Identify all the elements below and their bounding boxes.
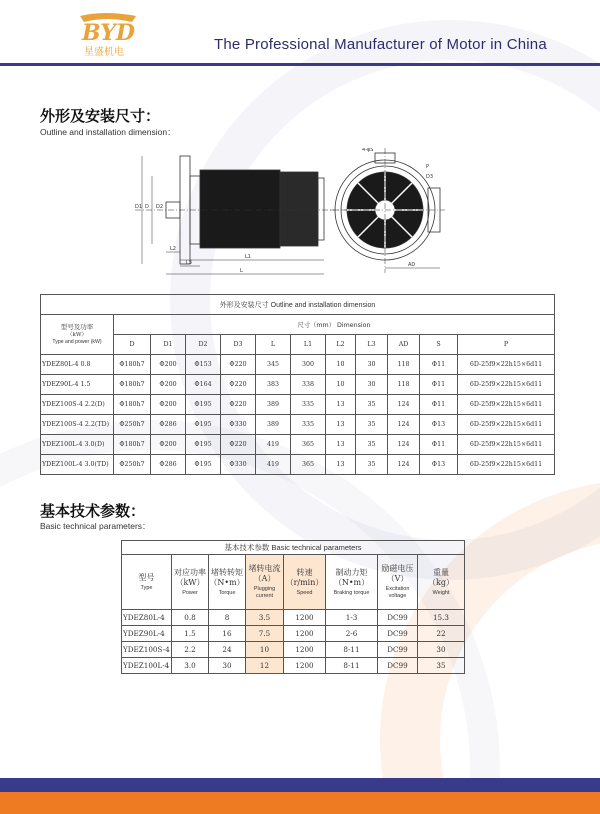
technical-column-header — [284, 555, 326, 610]
dimension-table-caption: 外形及安装尺寸 Outline and installation dimension — [41, 295, 555, 315]
svg-text:L3: L3 — [186, 260, 192, 266]
parameter-value-cell: 15.3 — [418, 610, 465, 626]
svg-text:D2: D2 — [156, 204, 164, 210]
dimension-value-cell: Φ180h7 — [114, 435, 151, 455]
dimension-value-cell: Φ250h7 — [114, 415, 151, 435]
model-type-cell: YDEZ100L-4 3.0(D) — [41, 435, 114, 455]
header-unit-label: （N•m） — [333, 577, 370, 587]
section-subtitle-technical: Basic technical parameters： — [40, 521, 151, 531]
technical-table-row — [122, 626, 465, 642]
parameter-value-cell: DC99 — [378, 610, 418, 626]
dimension-value-cell: 6D-25f9×22h15×6d11 — [458, 435, 555, 455]
parameter-value-cell: 2.2 — [172, 642, 209, 658]
technical-column-header — [378, 555, 418, 610]
header-cn-label: 堵转电流 — [248, 564, 281, 574]
header-en-label: Torque — [218, 589, 236, 596]
technical-column-header — [326, 555, 378, 610]
dimension-table-header-row — [41, 315, 555, 335]
dimension-value-cell: Φ195 — [186, 455, 221, 475]
dimension-value-cell: Φ250h7 — [114, 455, 151, 475]
type-header-cn: 型号及功率 — [60, 323, 94, 332]
technical-column-header — [209, 555, 246, 610]
parameter-value-cell: 1200 — [284, 626, 326, 642]
technical-column-header — [122, 555, 172, 610]
dimension-value-cell: 30 — [356, 355, 388, 375]
dimension-value-cell: Φ11 — [420, 395, 458, 415]
technical-table-caption-row — [122, 541, 465, 555]
model-type-cell: YDEZ100L-4 — [122, 658, 172, 674]
parameter-value-cell: DC99 — [378, 642, 418, 658]
section-title-technical: 基本技术参数： — [40, 502, 146, 520]
header-cn-label: 堵转转矩 — [211, 567, 243, 577]
parameter-value-cell: 8-11 — [326, 658, 378, 674]
technical-table-row — [122, 642, 465, 658]
technical-column-header — [246, 555, 284, 610]
header-cn-label: 励磁电压 — [381, 564, 414, 574]
dimension-value-cell: Φ220 — [221, 355, 256, 375]
dimension-value-cell: 124 — [388, 395, 420, 415]
technical-column-header — [418, 555, 465, 610]
dimension-table-row — [41, 395, 555, 415]
dimension-value-cell: Φ220 — [221, 375, 256, 395]
dimension-value-cell: 6D-25f9×22h15×6d11 — [458, 395, 555, 415]
technical-parameters-table — [121, 540, 465, 674]
dimension-value-cell: 30 — [356, 375, 388, 395]
dimension-value-cell: 383 — [256, 375, 291, 395]
header-unit-label: （kg） — [428, 577, 454, 587]
dimension-value-cell: 6D-25f9×22h15×6d11 — [458, 355, 555, 375]
svg-text:L: L — [240, 268, 243, 274]
svg-text:D1: D1 — [135, 204, 143, 210]
dimension-value-cell: Φ286 — [151, 455, 186, 475]
dimension-value-cell: 35 — [356, 395, 388, 415]
dimension-value-cell: 10 — [326, 355, 356, 375]
dimension-value-cell: 118 — [388, 375, 420, 395]
parameter-value-cell: 1-3 — [326, 610, 378, 626]
dimension-value-cell: 6D-25f9×22h15×6d11 — [458, 455, 555, 475]
dimension-value-cell: 13 — [326, 455, 356, 475]
dimension-value-cell: 419 — [256, 435, 291, 455]
dimension-value-cell: 6D-25f9×22h15×6d11 — [458, 415, 555, 435]
parameter-value-cell: 10 — [246, 642, 284, 658]
type-header-cell — [41, 315, 114, 355]
dimension-value-cell: Φ200 — [151, 395, 186, 415]
technical-table-body — [122, 610, 465, 674]
header-unit-label: （A） — [253, 574, 276, 584]
header-cn-label: 转速 — [296, 567, 313, 577]
model-type-cell: YDEZ80L-4 0.8 — [41, 355, 114, 375]
header-unit-label: （N•m） — [209, 577, 245, 587]
dimension-value-cell: 389 — [256, 395, 291, 415]
dimension-value-cell: Φ180h7 — [114, 355, 151, 375]
model-type-cell: YDEZ90L-4 1.5 — [41, 375, 114, 395]
dimension-value-cell: 124 — [388, 435, 420, 455]
company-tagline: The Professional Manufacturer of Motor in China — [214, 36, 547, 53]
header-cn-label: 重量 — [433, 567, 449, 577]
dimension-value-cell: 338 — [291, 375, 326, 395]
parameter-value-cell: 3.0 — [172, 658, 209, 674]
dimension-value-cell: Φ13 — [420, 455, 458, 475]
dimension-column-headers — [41, 335, 555, 355]
technical-table-row — [122, 610, 465, 626]
dimension-value-cell: 35 — [356, 435, 388, 455]
header-unit-label: （kW） — [175, 577, 205, 587]
dimension-value-cell: 6D-25f9×22h15×6d11 — [458, 375, 555, 395]
svg-text:P: P — [426, 164, 430, 170]
dimension-value-cell: 13 — [326, 415, 356, 435]
footer-orange-band — [0, 792, 600, 814]
dimension-value-cell: 365 — [291, 435, 326, 455]
dimension-value-cell: 365 — [291, 455, 326, 475]
dimension-value-cell: Φ195 — [186, 435, 221, 455]
dimension-table-caption-row — [41, 295, 555, 315]
technical-table-header-row — [122, 555, 465, 610]
dimension-value-cell: 118 — [388, 355, 420, 375]
parameter-value-cell: 12 — [246, 658, 284, 674]
parameter-value-cell: DC99 — [378, 658, 418, 674]
header-en-label: Plugging current — [253, 586, 276, 599]
dimension-value-cell: Φ11 — [420, 355, 458, 375]
technical-column-header — [172, 555, 209, 610]
header-en-label: Power — [182, 589, 198, 596]
svg-text:D3: D3 — [426, 174, 434, 180]
header-divider — [0, 63, 600, 66]
svg-text:D: D — [145, 204, 149, 210]
header-en-label: Excitation voltage — [385, 586, 410, 599]
motor-outline-drawing — [130, 148, 450, 288]
technical-table-caption: 基本技术参数 Basic technical parameters — [122, 541, 465, 555]
dimension-value-cell: 300 — [291, 355, 326, 375]
technical-table-row — [122, 658, 465, 674]
parameter-value-cell: 30 — [209, 658, 246, 674]
parameter-value-cell: DC99 — [378, 626, 418, 642]
footer-blue-band — [0, 778, 600, 792]
model-type-cell: YDEZ100S-4 2.2(TD) — [41, 415, 114, 435]
dimension-column-header: L1 — [291, 335, 326, 355]
parameter-value-cell: 2-6 — [326, 626, 378, 642]
parameter-value-cell: 30 — [418, 642, 465, 658]
dimension-value-cell: Φ164 — [186, 375, 221, 395]
dimension-value-cell: 389 — [256, 415, 291, 435]
parameter-value-cell: 1200 — [284, 642, 326, 658]
dimension-value-cell: 124 — [388, 455, 420, 475]
header-unit-label: （V） — [386, 574, 409, 584]
dimension-value-cell: Φ195 — [186, 415, 221, 435]
dimension-value-cell: 10 — [326, 375, 356, 395]
dimension-value-cell: 124 — [388, 415, 420, 435]
header-cn-label: 制动力矩 — [335, 567, 368, 577]
header-en-label: Type — [140, 584, 153, 591]
model-type-cell: YDEZ80L-4 — [122, 610, 172, 626]
parameter-value-cell: 22 — [418, 626, 465, 642]
dimension-table-row — [41, 355, 555, 375]
svg-text:L1: L1 — [245, 254, 251, 260]
dimension-value-cell: Φ200 — [151, 435, 186, 455]
dimension-table-row — [41, 455, 555, 475]
dimension-value-cell: 345 — [256, 355, 291, 375]
dimension-column-header: D2 — [186, 335, 221, 355]
parameter-value-cell: 8-11 — [326, 642, 378, 658]
dimension-column-header: L3 — [356, 335, 388, 355]
dimension-column-header: S — [420, 335, 458, 355]
header-en-label: Weight — [432, 589, 450, 596]
dimension-column-header: D3 — [221, 335, 256, 355]
dimension-table-row — [41, 375, 555, 395]
parameter-value-cell: 16 — [209, 626, 246, 642]
company-logo — [74, 10, 144, 58]
dimension-column-header: D1 — [151, 335, 186, 355]
dimension-value-cell: Φ286 — [151, 415, 186, 435]
dimension-value-cell: 35 — [356, 415, 388, 435]
dimension-table-body — [41, 355, 555, 475]
type-header-unit: （kW） — [67, 331, 87, 338]
model-type-cell: YDEZ100S-4 2.2(D) — [41, 395, 114, 415]
dimension-value-cell: 419 — [256, 455, 291, 475]
parameter-value-cell: 24 — [209, 642, 246, 658]
header-en-label: Braking torque — [333, 589, 370, 596]
dimension-value-cell: Φ200 — [151, 355, 186, 375]
parameter-value-cell: 1.5 — [172, 626, 209, 642]
dimension-value-cell: Φ11 — [420, 375, 458, 395]
dimension-value-cell: Φ200 — [151, 375, 186, 395]
dimension-column-header: AD — [388, 335, 420, 355]
dimension-value-cell: Φ195 — [186, 395, 221, 415]
dimension-column-header: P — [458, 335, 555, 355]
dimension-value-cell: Φ220 — [221, 395, 256, 415]
dimension-value-cell: Φ330 — [221, 415, 256, 435]
dimension-value-cell: 35 — [356, 455, 388, 475]
model-type-cell: YDEZ90L-4 — [122, 626, 172, 642]
dimension-header: 尺寸（mm） Dimension — [114, 315, 555, 335]
dimension-column-header: D — [114, 335, 151, 355]
dimension-value-cell: 13 — [326, 435, 356, 455]
dimension-value-cell: 335 — [291, 395, 326, 415]
section-subtitle-outline: Outline and installation dimension： — [40, 127, 176, 137]
dimension-value-cell: Φ13 — [420, 415, 458, 435]
model-type-cell: YDEZ100L-4 3.0(TD) — [41, 455, 114, 475]
dimension-value-cell: 335 — [291, 415, 326, 435]
header-unit-label: （r/min） — [285, 577, 324, 587]
section-title-outline: 外形及安装尺寸： — [40, 107, 161, 125]
svg-text:AD: AD — [408, 262, 416, 268]
model-type-cell: YDEZ100S-4 — [122, 642, 172, 658]
parameter-value-cell: 35 — [418, 658, 465, 674]
svg-text:4-φS: 4-φS — [362, 148, 374, 153]
header-cn-label: 对应功率 — [174, 567, 206, 577]
dimension-value-cell: Φ180h7 — [114, 375, 151, 395]
header-cn-label: 型号 — [138, 572, 155, 582]
dimension-column-header: L — [256, 335, 291, 355]
parameter-value-cell: 3.5 — [246, 610, 284, 626]
parameter-value-cell: 1200 — [284, 610, 326, 626]
type-header-en: Type and power (kW) — [52, 338, 102, 345]
dimension-value-cell: Φ330 — [221, 455, 256, 475]
dimension-value-cell: Φ153 — [186, 355, 221, 375]
parameter-value-cell: 8 — [209, 610, 246, 626]
dimension-value-cell: Φ11 — [420, 435, 458, 455]
dimension-table-row — [41, 435, 555, 455]
svg-text:星盛机电: 星盛机电 — [84, 47, 124, 58]
parameter-value-cell: 0.8 — [172, 610, 209, 626]
parameter-value-cell: 1200 — [284, 658, 326, 674]
svg-text:BYD: BYD — [82, 20, 135, 46]
dimension-value-cell: 13 — [326, 395, 356, 415]
dimension-table-row — [41, 415, 555, 435]
header-en-label: Speed — [296, 589, 313, 596]
dimension-value-cell: Φ180h7 — [114, 395, 151, 415]
dimension-value-cell: Φ220 — [221, 435, 256, 455]
dimension-table — [40, 294, 555, 475]
parameter-value-cell: 7.5 — [246, 626, 284, 642]
dimension-column-header: L2 — [326, 335, 356, 355]
svg-text:L2: L2 — [170, 246, 176, 252]
